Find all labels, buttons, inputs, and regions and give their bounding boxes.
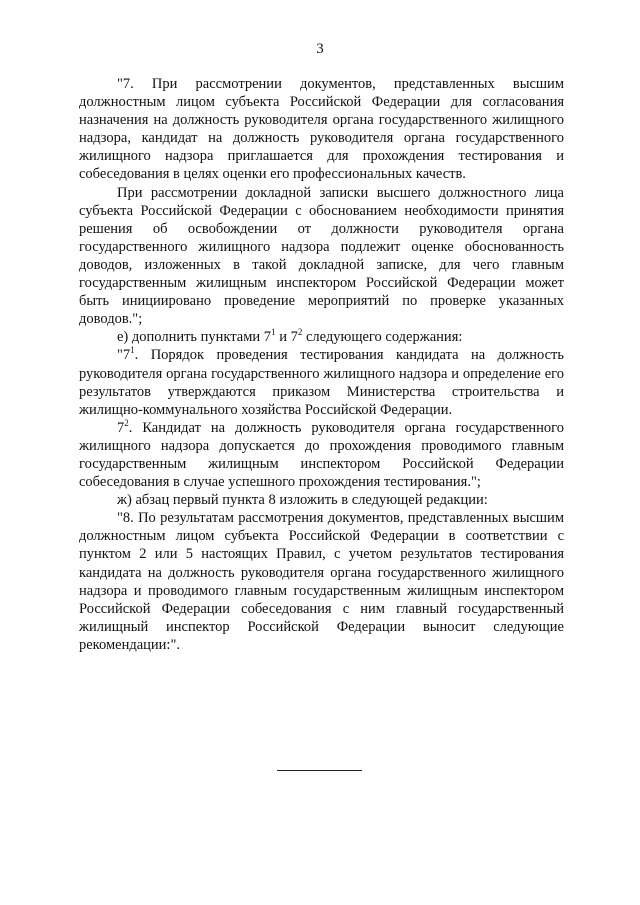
- text-run: "7. При рассмотрении документов, представленных высшим должностным лицом субъекта Российской Федерации для согласования назначения на должность руководителя органа государственного жилищного надзора, кандидат на должность руководителя органа государственного жилищного надзора приглашается для прохождения тестирования и собеседования в целях оценки его профессиональных качеств.: [79, 76, 564, 183]
- paragraph-item-7-1: [79, 346, 564, 418]
- paragraph-amendment-e: [79, 328, 564, 346]
- superscript-index: 2: [297, 327, 303, 338]
- text-run: При рассмотрении докладной записки высшего должностного лица субъекта Российской Федерации с обоснованием необходимости принятия решения об освобождении от должности руководителя органа государственного жилищного надзора подлежит оценке обоснованность доводов, изложенных в такой докладной записке, для чего главным государственным жилищным инспектором Российской Федерации может быть инициировано проведение мероприятий по проверке указанных доводов.";: [79, 184, 564, 328]
- superscript-index: 1: [130, 345, 135, 356]
- text-run: . Кандидат на должность руководителя органа государственного жилищного надзора допускается до прохождения проводимого главным государственным жилищным инспектором Российской Федерации собеседования в случае успешного прохождения тестирования.";: [79, 419, 564, 491]
- text-run: . Порядок проведения тестирования кандидата на должность руководителя органа государственного жилищного надзора и определение его результатов утверждаются приказом Министерства строительства и жилищно-коммунального хозяйства Российской Федерации.: [79, 347, 564, 418]
- text-run: "8. По результатам рассмотрения документов, представленных высшим должностным лицом субъекта Российской Федерации в соответствии с пунктом 2 или 5 настоящих Правил, с учетом результатов тестирования кандидата на должность руководителя органа государственного жилищного надзора и проводимого главным государственным жилищным инспектором Российской Федерации собеседования с ним главный государственный жилищный инспектор Российской Федерации выносит следующие рекомендации:".: [79, 510, 564, 653]
- text-run: "7: [117, 347, 131, 364]
- document-body: [79, 75, 564, 654]
- text-run: 7: [117, 419, 125, 436]
- paragraph-item-8: [79, 509, 564, 654]
- page-number: 3: [316, 41, 324, 57]
- superscript-index: 2: [124, 417, 129, 428]
- text-run: е) дополнить пунктами 7: [117, 329, 272, 346]
- text-run: следующего содержания:: [302, 329, 463, 346]
- paragraph-dismissal-memo: [79, 184, 564, 329]
- paragraph-amendment-zh: [79, 491, 564, 509]
- text-run: и 7: [275, 329, 298, 346]
- paragraph-item-7-2: [79, 419, 564, 491]
- paragraph-item-7: [79, 75, 564, 184]
- superscript-index: 1: [271, 327, 276, 338]
- text-run: ж) абзац первый пункта 8 изложить в следующей редакции:: [117, 492, 488, 509]
- end-divider-line: [277, 770, 362, 771]
